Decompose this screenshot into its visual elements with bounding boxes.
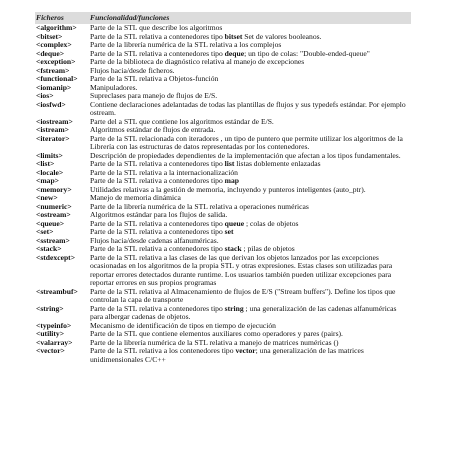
header-file-name: <ostream> [36, 210, 71, 219]
header-file-name: <stdexcept> [36, 252, 76, 262]
description-text: Parte de la biblioteca de diagnóstico relativa al manejo de excepciones [90, 57, 305, 66]
header-file-name: <iosfwd> [36, 99, 66, 109]
header-file-name: <typeinfo> [36, 320, 72, 330]
table-row [35, 101, 411, 118]
header-file-name: <utility> [36, 329, 65, 338]
header-file-name: <algorithm> [36, 23, 77, 32]
table-row [35, 254, 411, 288]
functionality-column-header: Funcionalidad/funciones [89, 12, 411, 24]
header-file-description [89, 101, 411, 118]
header-file-name: <iostream> [36, 116, 73, 126]
header-file-name: <set> [36, 227, 54, 236]
description-text: Parte de la STL relativa a contenedores tipo [90, 218, 225, 228]
description-text: Algoritmos estándar de flujos de entrada. [90, 125, 216, 134]
header-file-description [89, 347, 411, 364]
header-files-table [35, 12, 411, 364]
table-row [35, 288, 411, 305]
header-file-name: <queue> [36, 218, 65, 228]
description-text: Parte de la STL relativa a contenedores tipo [90, 227, 225, 236]
description-text: Parte de la librería numérica de la STL relativa a los complejos [90, 40, 282, 49]
header-file-name: <vector> [36, 346, 65, 355]
table-body [35, 24, 411, 364]
description-text: Parte de la STL relativa a contenedores tipo [90, 244, 225, 253]
header-file-name: <iomanip> [36, 82, 72, 92]
container-type-keyword: queue [224, 218, 245, 228]
description-text: Contiene declaraciones adelantadas de todas las plantillas de flujos y sus typedefs estándar. Por ejemplo ostream. [90, 99, 406, 117]
description-text: ; una generalización de las matrices unidimensionales C/C++ [90, 346, 364, 364]
description-text: Manejo de memoria dinámica [90, 193, 181, 202]
header-file-name: <deque> [36, 48, 65, 58]
container-type-keyword: stack [224, 244, 242, 253]
description-text: ; colas de objetos [244, 218, 299, 228]
description-text: Parte de la STL que contiene elementos auxiliares como operadores y pares (pairs). [90, 329, 343, 338]
description-text: Parte de la STL relativa a contenedores tipo [90, 303, 225, 313]
description-text: ; una generalización de las cadenas alfanuméricas para albergar cadenas de objetos. [90, 303, 397, 321]
container-type-keyword: vector [235, 346, 256, 355]
table-row [35, 347, 411, 364]
description-text: Flujos hacia/desde ficheros. [90, 65, 175, 75]
description-text: Parte de la librería numérica de la STL relativa a operaciones numéricas [90, 201, 309, 211]
header-file-name: <locale> [36, 167, 64, 177]
header-file-name: <stack> [36, 244, 62, 253]
header-file-name: <new> [36, 193, 58, 202]
description-text: Parte de la STL relativa a contenedores tipo [90, 31, 225, 41]
description-text: Parte de la STL relacionada con iteradores , un tipo de puntero que permite utilizar los algoritmos de la Librería con las estructuras de datos representadas por los contenedores. [90, 133, 403, 151]
description-text: ; pilas de objetos [241, 244, 295, 253]
header-file-name: <numeric> [36, 201, 72, 211]
header-file-name: <list> [36, 159, 55, 168]
description-text: Mecanismo de identificación de tipos en tiempo de ejecución [90, 320, 276, 330]
description-text: Parte de la STL relativa a la internacionalización [90, 167, 238, 177]
description-text: Parte de la STL relativa a los contenedores tipo [90, 346, 236, 355]
description-text: Parte de la STL relativa a contenedores tipo [90, 48, 225, 58]
description-text: Parte de la STL relativa al Almacenamiento de flujos de E/S ("Stream buffers"). Define los tipos que controlan la capa de transporte [90, 286, 396, 304]
header-file-name: <fstream> [36, 65, 70, 75]
table-row [35, 305, 411, 322]
header-file-name: <iterator> [36, 133, 70, 143]
container-type-keyword: bitset [224, 31, 243, 41]
description-text: Parte de la STL relativa a Objetos-función [90, 74, 219, 83]
header-file-name: <ios> [36, 91, 54, 100]
description-text: ; un tipo de colas: "Double-ended-queue" [244, 48, 370, 58]
header-file-description [89, 135, 411, 152]
header-file-name: <streambuf> [36, 286, 78, 296]
container-type-keyword: string [224, 303, 244, 313]
container-type-keyword: set [224, 227, 234, 236]
description-text: Set de valores booleanos. [242, 31, 322, 41]
description-text: Parte del a STL que contiene los algoritmos estándar de E/S. [90, 116, 274, 126]
description-text: Parte de la STL que describe los algoritmos [90, 23, 223, 32]
container-type-keyword: map [224, 176, 240, 185]
header-file-name: <map> [36, 176, 60, 185]
container-type-keyword: deque [224, 48, 245, 58]
header-file-name: <complex> [36, 40, 72, 49]
header-file-description [89, 254, 411, 288]
header-file-name: <limits> [36, 150, 63, 160]
description-text: Algoritmos estándar para los flujos de salida. [90, 210, 228, 219]
header-file-name: <valarray> [36, 337, 73, 347]
header-file-description [89, 288, 411, 305]
header-file-name: <bitset> [36, 31, 63, 41]
header-file-name: <memory> [36, 184, 72, 194]
description-text: Manipuladores. [90, 82, 138, 92]
description-text: Parte de la STL relativa a las clases de las que derivan los objetos lanzados por las excepciones ocasionadas en los algoritmos de la propia STL y otras expresiones. Estas clases son utilizadas para reportar errores detectados durante runtime. Los usuarios también pueden utilizar excepciones para reportar errores en sus propios programas [90, 252, 393, 287]
header-file-description [89, 305, 411, 322]
description-text: Descripción de propiedades dependientes de la implementación que afectan a los tipos fundamentales. [90, 150, 401, 160]
description-text: Parte de la librería numérica de la STL relativa a manejo de matrices numéricas () [90, 337, 339, 347]
header-file-name: <istream> [36, 125, 69, 134]
description-text: Flujos hacia/desde cadenas alfanuméricas. [90, 235, 219, 245]
description-text: Utilidades relativas a la gestión de memoria, incluyendo y punteros inteligentes (auto_ptr). [90, 184, 366, 194]
header-file-name: <functional> [36, 74, 78, 83]
description-text: Supreclases para manejo de flujos de E/S. [90, 91, 218, 100]
description-text: Parte de la STL relativa a contenedores tipo [90, 159, 225, 168]
table-row [35, 135, 411, 152]
header-file-name: <string> [36, 303, 64, 313]
description-text: listas doblemente enlazadas [234, 159, 321, 168]
description-text: Parte de la STL relativa a contenedores tipo [90, 176, 225, 185]
container-type-keyword: list [224, 159, 235, 168]
files-column-header: Ficheros [35, 12, 89, 24]
header-file-name: <sstream> [36, 235, 70, 245]
header-file-name: <exception> [36, 57, 76, 66]
